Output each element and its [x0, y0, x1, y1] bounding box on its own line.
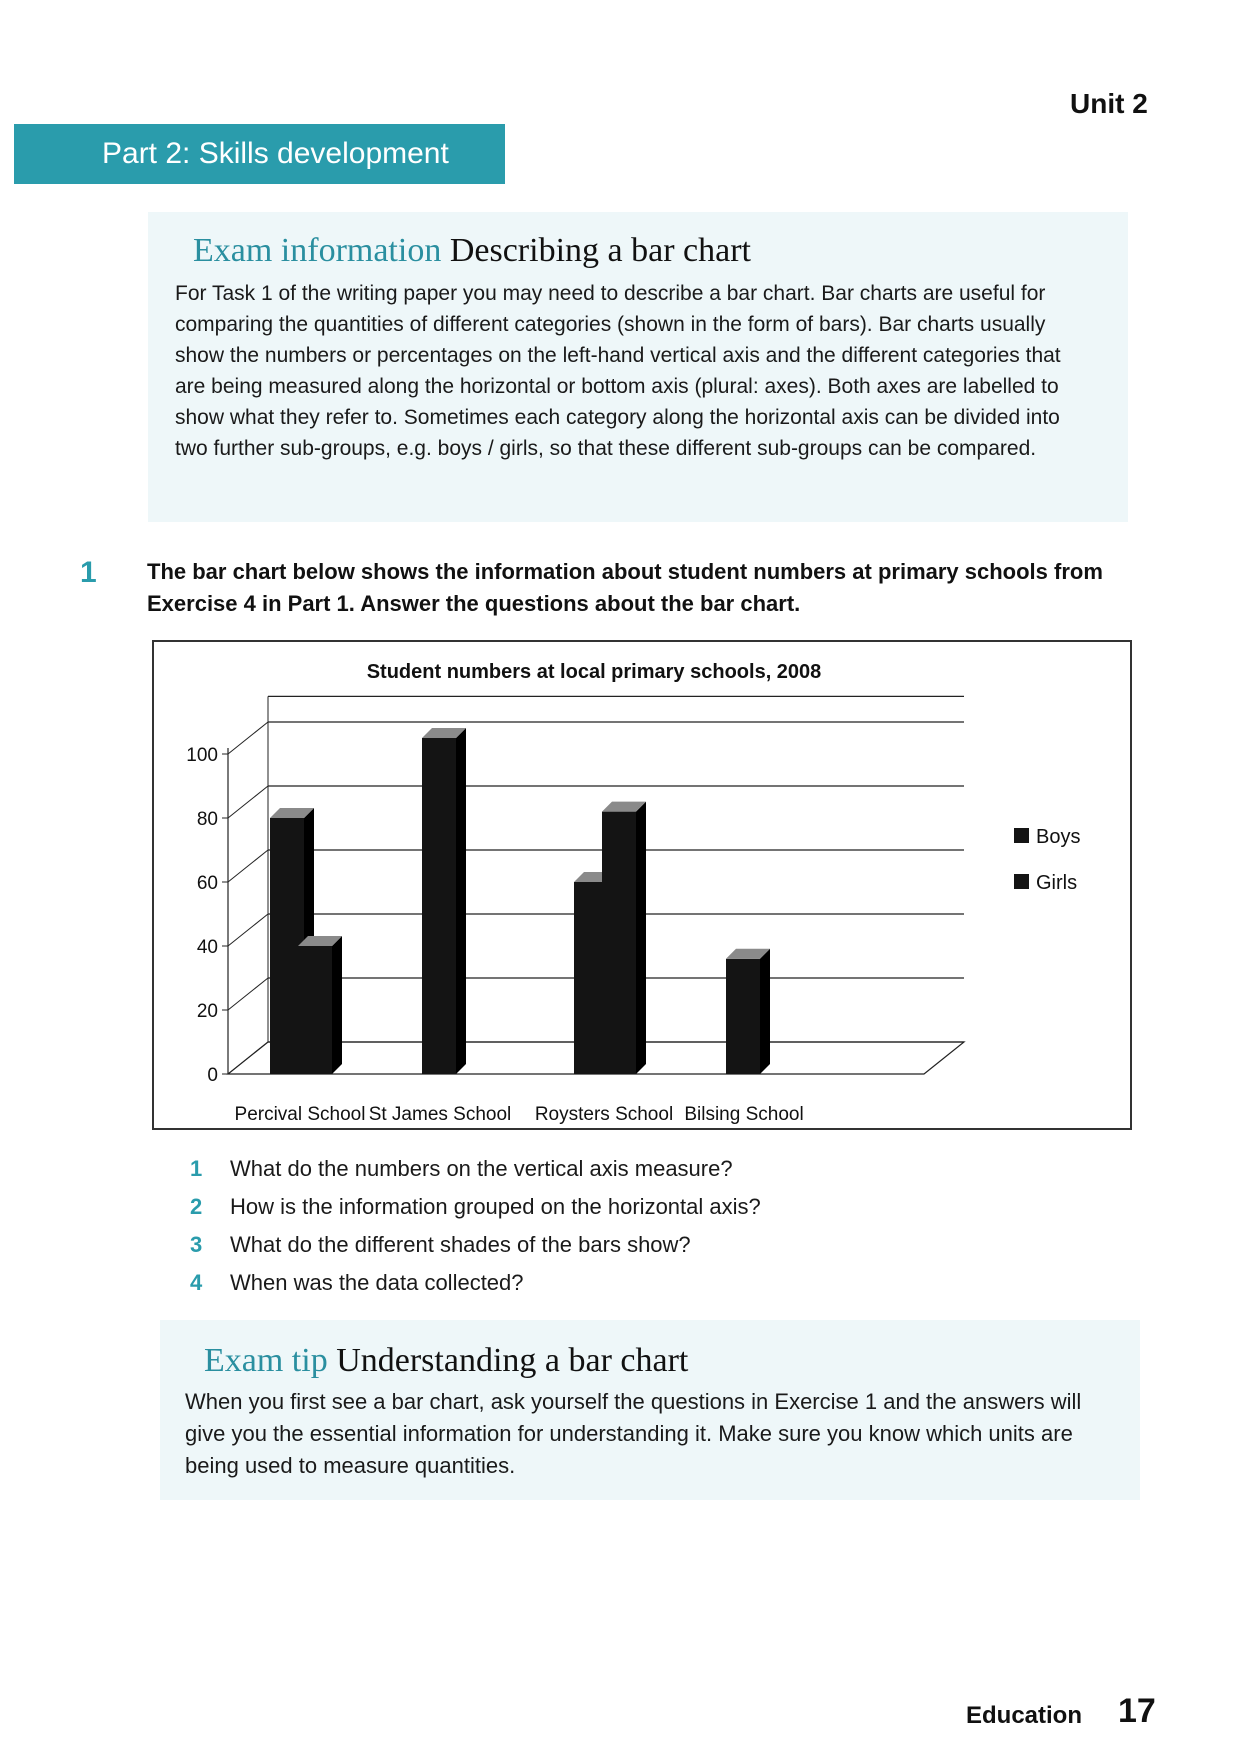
bar-boys-side [456, 728, 466, 1074]
question-item [190, 1264, 990, 1302]
question-item [190, 1226, 990, 1264]
question-list [190, 1150, 990, 1302]
question-item [190, 1150, 990, 1188]
gridline-diagonal [228, 978, 268, 1010]
y-tick-label: 20 [196, 1001, 218, 1022]
part-banner [14, 124, 505, 184]
page-number: 17 [1118, 1692, 1156, 1730]
bar-girls [602, 812, 636, 1074]
y-tick-label: 80 [196, 809, 218, 830]
question-number: 3 [190, 1232, 203, 1257]
exam-tip-body: When you first see a bar chart, ask yourself the questions in Exercise 1 and the answers will give you the essential information for understanding it. Make sure you know which units are being used to measure quantities. [185, 1389, 1082, 1478]
y-tick-label: 40 [196, 937, 218, 958]
chart-frame [152, 640, 1132, 1130]
bar-girls-side [332, 936, 342, 1074]
question-text: When was the data collected? [230, 1270, 524, 1295]
question-number: 2 [190, 1194, 203, 1219]
bar-boys [726, 959, 760, 1074]
y-tick-label: 100 [186, 745, 218, 766]
exam-tip-heading: Understanding a bar chart [336, 1342, 689, 1379]
gridline-diagonal [228, 850, 268, 882]
bar-chart [154, 642, 1130, 1128]
gridline-diagonal [228, 786, 268, 818]
gridline-diagonal [228, 722, 268, 754]
question-text: How is the information grouped on the horizontal axis? [230, 1194, 761, 1219]
gridline-diagonal [228, 914, 268, 946]
bar-boys [422, 738, 456, 1074]
question-number: 1 [190, 1156, 203, 1181]
footer-section: Education [966, 1702, 1083, 1729]
chart-title: Student numbers at local primary schools, 2008 [366, 661, 822, 683]
exam-information-lead: Exam information [193, 232, 442, 269]
x-tick-label: Roysters School [534, 1104, 674, 1125]
legend-swatch [1014, 828, 1029, 843]
question-number: 4 [190, 1270, 203, 1295]
unit-label: Unit 2 [1070, 88, 1148, 119]
legend-label: Girls [1036, 872, 1078, 894]
bar-girls [298, 946, 332, 1074]
question-text: What do the numbers on the vertical axis measure? [230, 1156, 733, 1181]
exam-information-heading: Describing a bar chart [449, 232, 751, 269]
exam-tip-lead: Exam tip [204, 1342, 328, 1379]
bar-boys-side [760, 949, 770, 1074]
part-banner-text: Part 2: Skills development [102, 137, 449, 170]
x-tick-label: Percival School [234, 1104, 366, 1125]
bar-girls-side [636, 802, 646, 1074]
question-item [190, 1188, 990, 1226]
exercise-instruction: The bar chart below shows the information about student numbers at primary schools from Exercise 4 in Part 1. Answer the questions about the bar chart. [147, 559, 1103, 616]
x-tick-label: Bilsing School [684, 1104, 804, 1125]
exam-information-body: For Task 1 of the writing paper you may need to describe a bar chart. Bar charts are useful for comparing the quantities of different categories (shown in the form of bars). Bar charts usually show the numbers or percentages on the left-hand vertical axis and the different categories that are being measured along the horizontal or bottom axis (plural: axes). Both axes are labelled to show what they refer to. Sometimes each category along the horizontal axis can be divided into two further sub-groups, e.g. boys / girls, so that these different sub-groups can be compared. [175, 282, 1061, 460]
y-tick-label: 60 [196, 873, 218, 894]
question-text: What do the different shades of the bars show? [230, 1232, 691, 1257]
exercise-number: 1 [80, 556, 97, 589]
legend-swatch [1014, 874, 1029, 889]
exam-information-title [193, 232, 751, 270]
exam-tip-title [204, 1342, 688, 1380]
x-tick-label: St James School [368, 1104, 512, 1125]
y-tick-label: 0 [207, 1065, 218, 1086]
legend-label: Boys [1036, 826, 1081, 848]
